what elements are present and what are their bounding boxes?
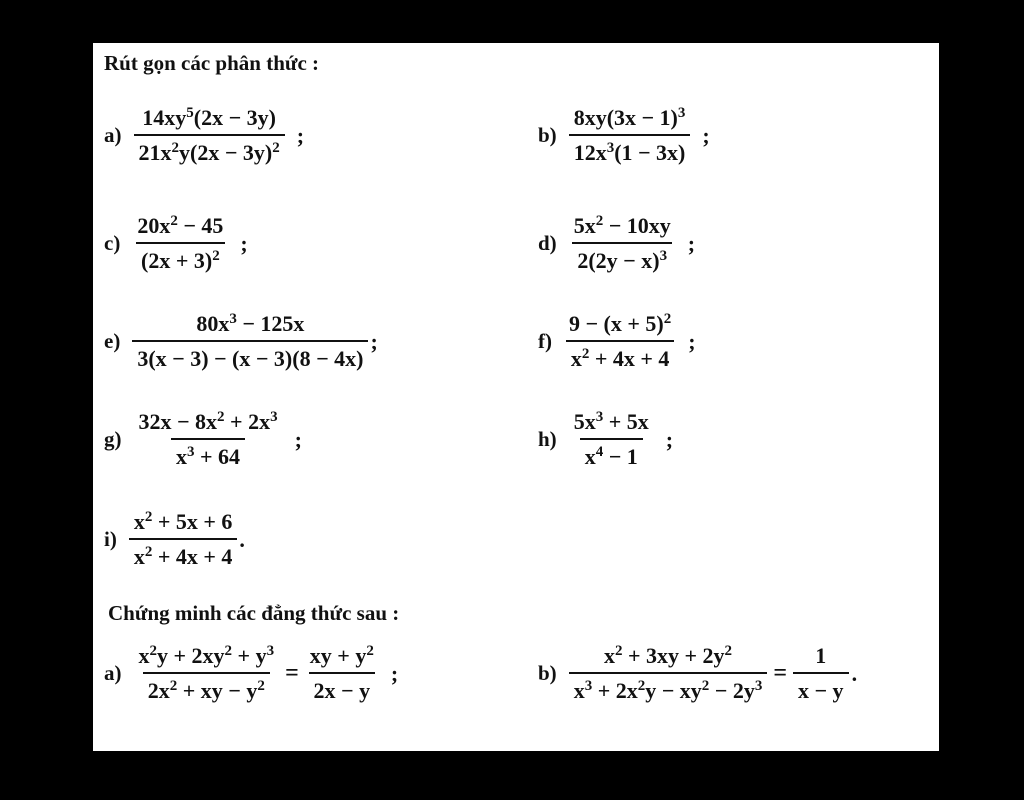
numerator: $5x^2 - 10xy$ bbox=[573, 212, 671, 238]
problem-label: d) bbox=[538, 231, 557, 255]
separator: ; bbox=[390, 660, 399, 686]
problem-c bbox=[104, 213, 248, 274]
denominator: $12x^3(1 - 3x)$ bbox=[569, 134, 691, 166]
numerator: $9 - (x + 5)^2$ bbox=[569, 310, 672, 336]
identity-a bbox=[104, 643, 398, 704]
problem-label: g) bbox=[104, 427, 122, 451]
numerator: $14xy^5(2x - 3y)$ bbox=[142, 104, 276, 130]
numerator: $20x^2 - 45$ bbox=[137, 212, 224, 238]
denominator: $21x^2y(2x - 3y)^2$ bbox=[134, 134, 285, 166]
denominator: $x^2 + 4x + 4$ bbox=[129, 538, 238, 570]
numerator: $x^2y + 2xy^2 + y^3$ bbox=[138, 642, 275, 668]
document-page bbox=[93, 43, 939, 751]
problem-d bbox=[538, 213, 695, 274]
fraction bbox=[134, 105, 285, 166]
problem-h bbox=[538, 409, 673, 470]
rhs-fraction bbox=[793, 643, 849, 704]
numerator: $80x^3 - 125x$ bbox=[196, 310, 305, 336]
separator: . bbox=[851, 660, 858, 686]
separator: ; bbox=[702, 122, 710, 148]
problem-f bbox=[538, 311, 696, 372]
separator: ; bbox=[688, 328, 696, 354]
denominator: $x^3 + 64$ bbox=[171, 438, 245, 470]
numerator: $x^2 + 5x + 6$ bbox=[133, 508, 233, 534]
denominator: $2x^2$ + xy − $y^2$ bbox=[143, 672, 270, 704]
denominator: 2x − y bbox=[309, 672, 376, 704]
fraction bbox=[569, 409, 654, 470]
denominator: x − y bbox=[793, 672, 849, 704]
fraction bbox=[129, 509, 238, 570]
denominator: $x^3 + 2x^2y - xy^2 - 2y^3$ bbox=[569, 672, 768, 704]
numerator: xy + $y^2$ bbox=[309, 642, 374, 668]
lhs-fraction bbox=[134, 643, 280, 704]
denominator: $2(2y - x)^3$ bbox=[572, 242, 672, 274]
problem-b bbox=[538, 105, 710, 166]
numerator: $32x - 8x^2 + 2x^3$ bbox=[138, 408, 278, 434]
numerator: 1 bbox=[815, 643, 827, 668]
problem-e bbox=[104, 311, 378, 372]
identity-b bbox=[538, 643, 857, 704]
separator: ; bbox=[370, 328, 378, 354]
equals-sign: = bbox=[773, 660, 788, 686]
separator: ; bbox=[665, 426, 674, 452]
fraction bbox=[569, 105, 691, 166]
problem-label: e) bbox=[104, 329, 121, 353]
problem-a bbox=[104, 105, 304, 166]
separator: ; bbox=[687, 230, 696, 256]
rhs-fraction bbox=[305, 643, 379, 704]
fraction bbox=[134, 409, 283, 470]
denominator: $x^4 - 1$ bbox=[580, 438, 643, 470]
equals-sign: = bbox=[285, 660, 299, 686]
problem-label: a) bbox=[104, 123, 122, 147]
section-heading-simplify: Rút gọn các phân thức : bbox=[104, 51, 320, 75]
section-heading-prove: Chứng minh các đẳng thức sau : bbox=[108, 601, 400, 625]
denominator: 3(x − 3) − (x − 3)(8 − 4x) bbox=[132, 340, 368, 372]
problem-label: i) bbox=[104, 527, 117, 551]
numerator: $x^2 + 3xy + 2y^2$ bbox=[603, 642, 733, 668]
numerator: $5x^3 + 5x$ bbox=[573, 408, 649, 434]
problem-i bbox=[104, 509, 245, 570]
denominator: $x^2 + 4x + 4$ bbox=[566, 340, 675, 372]
problem-label: h) bbox=[538, 427, 557, 451]
problem-label: a) bbox=[104, 661, 122, 685]
separator: ; bbox=[294, 426, 302, 452]
separator: ; bbox=[240, 230, 248, 256]
problem-label: b) bbox=[538, 661, 557, 685]
problem-g bbox=[104, 409, 302, 470]
problem-label: f) bbox=[538, 329, 552, 353]
problem-label: b) bbox=[538, 123, 557, 147]
fraction bbox=[132, 311, 368, 372]
fraction bbox=[564, 311, 676, 372]
fraction bbox=[569, 213, 676, 274]
denominator: $(2x + 3)^2$ bbox=[136, 242, 225, 274]
separator: . bbox=[239, 526, 245, 552]
separator: ; bbox=[296, 122, 305, 148]
numerator: $8xy(3x - 1)^3$ bbox=[573, 104, 686, 130]
problem-label: c) bbox=[104, 231, 121, 255]
lhs-fraction bbox=[569, 643, 768, 704]
fraction bbox=[132, 213, 228, 274]
